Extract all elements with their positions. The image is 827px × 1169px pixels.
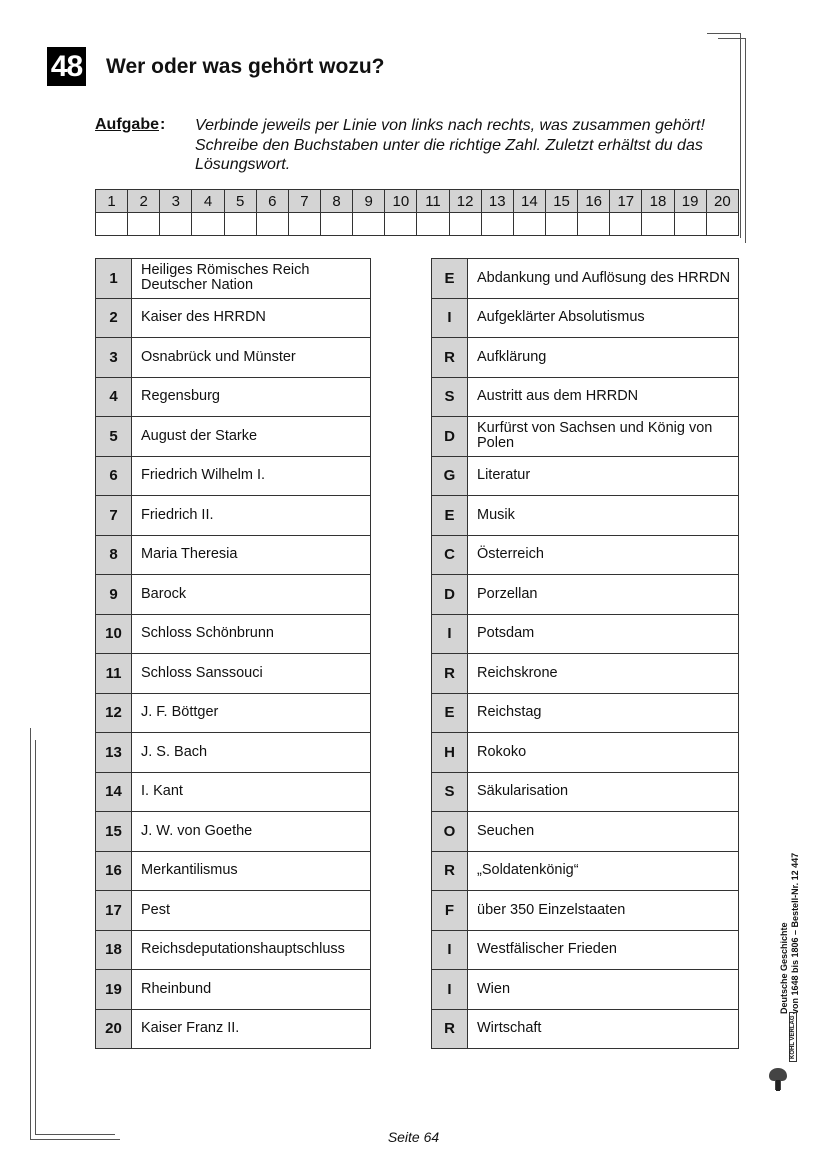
left-item-number: 11 — [96, 654, 132, 694]
right-item-letter: I — [432, 970, 468, 1010]
right-list-row — [432, 812, 739, 852]
right-item-letter: E — [432, 496, 468, 536]
task-line-3: Lösungswort. — [195, 156, 291, 173]
left-item-text: Osnabrück und Münster — [132, 338, 371, 378]
task-line-1: Verbinde jeweils per Linie von links nach rechts, was zusammen gehört! — [195, 117, 705, 134]
right-item-letter: R — [432, 654, 468, 694]
answer-grid-number: 10 — [385, 190, 417, 213]
left-item-number: 12 — [96, 693, 132, 733]
left-item-number: 18 — [96, 930, 132, 970]
left-item-text: Reichsdeputationshauptschluss — [132, 930, 371, 970]
left-item-number: 3 — [96, 338, 132, 378]
right-list-row — [432, 1009, 739, 1049]
answer-grid-blank-cell[interactable] — [706, 213, 738, 236]
frame-left-line-1 — [30, 728, 31, 1140]
right-list-row — [432, 338, 739, 378]
left-list-row — [96, 891, 371, 931]
right-item-text: Potsdam — [468, 614, 739, 654]
right-list-row — [432, 970, 739, 1010]
right-item-letter: I — [432, 614, 468, 654]
left-item-text: Pest — [132, 891, 371, 931]
left-item-text: Maria Theresia — [132, 535, 371, 575]
right-item-text: Aufklärung — [468, 338, 739, 378]
right-item-text: Säkularisation — [468, 772, 739, 812]
left-list-row — [96, 851, 371, 891]
right-item-text: Literatur — [468, 456, 739, 496]
right-item-letter: S — [432, 377, 468, 417]
left-item-text: I. Kant — [132, 772, 371, 812]
answer-grid-blank-cell[interactable] — [128, 213, 160, 236]
left-item-text: Schloss Sanssouci — [132, 654, 371, 694]
left-list-row — [96, 654, 371, 694]
answer-grid-number: 19 — [674, 190, 706, 213]
left-item-text: Regensburg — [132, 377, 371, 417]
right-item-text: Musik — [468, 496, 739, 536]
page-title: Wer oder was gehört wozu? — [106, 55, 385, 78]
answer-grid-number: 15 — [545, 190, 577, 213]
answer-grid-blank-cell[interactable] — [642, 213, 674, 236]
answer-grid-blank-cell[interactable] — [449, 213, 481, 236]
answer-grid-number: 4 — [192, 190, 224, 213]
side-info-line-1: Deutsche Geschichte — [779, 922, 789, 1014]
left-item-number: 2 — [96, 298, 132, 338]
right-list-row — [432, 456, 739, 496]
left-item-number: 20 — [96, 1009, 132, 1049]
answer-grid-blank-cell[interactable] — [353, 213, 385, 236]
right-list-row — [432, 535, 739, 575]
right-list-row — [432, 930, 739, 970]
answer-grid-blank-cell[interactable] — [513, 213, 545, 236]
left-item-number: 4 — [96, 377, 132, 417]
left-list-row — [96, 535, 371, 575]
right-list-row — [432, 772, 739, 812]
answer-grid-blank-cell[interactable] — [224, 213, 256, 236]
right-item-letter: R — [432, 338, 468, 378]
right-list-row — [432, 693, 739, 733]
left-list-row — [96, 298, 371, 338]
left-item-number: 17 — [96, 891, 132, 931]
answer-grid-blank-cell[interactable] — [481, 213, 513, 236]
right-item-text: Kurfürst von Sachsen und König von Polen — [468, 417, 739, 457]
left-item-number: 10 — [96, 614, 132, 654]
right-item-text: Wirtschaft — [468, 1009, 739, 1049]
right-item-text: Porzellan — [468, 575, 739, 615]
answer-grid-number: 8 — [320, 190, 352, 213]
left-list-row — [96, 377, 371, 417]
right-item-letter: I — [432, 298, 468, 338]
left-list-row — [96, 259, 371, 299]
right-item-text: Aufgeklärter Absolutismus — [468, 298, 739, 338]
left-list-row — [96, 733, 371, 773]
side-info-line-2: von 1648 bis 1806 – Bestell-Nr. 12 447 — [790, 852, 800, 1014]
tree-logo-icon — [766, 1066, 790, 1092]
answer-grid-number: 1 — [96, 190, 128, 213]
left-item-text: J. W. von Goethe — [132, 812, 371, 852]
right-item-letter: D — [432, 417, 468, 457]
right-list-row — [432, 496, 739, 536]
left-list-row — [96, 338, 371, 378]
answer-grid-blank-cell[interactable] — [320, 213, 352, 236]
answer-grid-number: 6 — [256, 190, 288, 213]
left-item-text: August der Starke — [132, 417, 371, 457]
right-item-letter: H — [432, 733, 468, 773]
answer-grid-number: 16 — [578, 190, 610, 213]
answer-grid-blank-cell[interactable] — [96, 213, 128, 236]
answer-grid-number: 20 — [706, 190, 738, 213]
answer-grid — [95, 189, 739, 236]
answer-grid-number: 3 — [160, 190, 192, 213]
answer-grid-blank-cell[interactable] — [610, 213, 642, 236]
frame-right-line-2 — [745, 38, 746, 243]
left-list-row — [96, 930, 371, 970]
right-list-row — [432, 733, 739, 773]
right-item-letter: S — [432, 772, 468, 812]
task-line-2: Schreibe den Buchstaben unter die richtige Zahl. Zuletzt erhältst du das — [195, 136, 703, 154]
left-item-number: 7 — [96, 496, 132, 536]
left-item-text: Barock — [132, 575, 371, 615]
left-list-row — [96, 812, 371, 852]
left-list-row — [96, 970, 371, 1010]
right-item-letter: R — [432, 1009, 468, 1049]
right-list-row — [432, 654, 739, 694]
answer-grid-number: 13 — [481, 190, 513, 213]
right-list-row — [432, 417, 739, 457]
right-item-letter: D — [432, 575, 468, 615]
left-item-text: Friedrich II. — [132, 496, 371, 536]
answer-grid-blank-cell[interactable] — [578, 213, 610, 236]
left-item-text: J. S. Bach — [132, 733, 371, 773]
side-publication-info — [779, 853, 801, 1014]
right-list-row — [432, 891, 739, 931]
answer-grid-number: 7 — [288, 190, 320, 213]
answer-grid-number: 11 — [417, 190, 449, 213]
left-item-number: 15 — [96, 812, 132, 852]
left-item-number: 19 — [96, 970, 132, 1010]
frame-left-line-2 — [35, 740, 36, 1135]
right-item-letter: C — [432, 535, 468, 575]
answer-grid-blank-cell[interactable] — [385, 213, 417, 236]
left-item-text: Merkantilismus — [132, 851, 371, 891]
right-item-text: Westfälischer Frieden — [468, 930, 739, 970]
right-item-letter: I — [432, 930, 468, 970]
left-list-row — [96, 456, 371, 496]
left-list-row — [96, 496, 371, 536]
left-item-text: Schloss Schönbrunn — [132, 614, 371, 654]
answer-grid-blanks — [96, 213, 739, 236]
left-item-number: 1 — [96, 259, 132, 299]
frame-right-line-1 — [740, 33, 741, 238]
left-item-number: 13 — [96, 733, 132, 773]
right-item-letter: E — [432, 259, 468, 299]
left-item-text: Friedrich Wilhelm I. — [132, 456, 371, 496]
publisher-logo-text: KOHL VERLAG — [789, 1012, 797, 1062]
right-item-text: „Soldatenkönig“ — [468, 851, 739, 891]
right-item-text: Rokoko — [468, 733, 739, 773]
right-item-text: Reichstag — [468, 693, 739, 733]
right-list-row — [432, 377, 739, 417]
answer-grid-blank-cell[interactable] — [160, 213, 192, 236]
right-list-row — [432, 575, 739, 615]
answer-grid-number: 9 — [353, 190, 385, 213]
left-item-text: Kaiser Franz II. — [132, 1009, 371, 1049]
right-item-text: über 350 Einzelstaaten — [468, 891, 739, 931]
task-instructions — [195, 116, 740, 175]
right-item-text: Reichskrone — [468, 654, 739, 694]
frame-top-line-2 — [718, 38, 746, 39]
answer-grid-number: 2 — [128, 190, 160, 213]
right-item-letter: O — [432, 812, 468, 852]
right-item-text: Abdankung und Auflösung des HRRDN — [468, 259, 739, 299]
left-item-number: 6 — [96, 456, 132, 496]
right-item-text: Austritt aus dem HRRDN — [468, 377, 739, 417]
answer-grid-numbers — [96, 190, 739, 213]
answer-grid-number: 17 — [610, 190, 642, 213]
right-item-letter: R — [432, 851, 468, 891]
right-list-row — [432, 851, 739, 891]
left-list-row — [96, 693, 371, 733]
right-list-row — [432, 259, 739, 299]
left-list-row — [96, 772, 371, 812]
answer-grid-blank-cell[interactable] — [545, 213, 577, 236]
page-number: Seite 64 — [387, 1129, 440, 1145]
right-item-letter: G — [432, 456, 468, 496]
left-item-number: 8 — [96, 535, 132, 575]
right-item-letter: E — [432, 693, 468, 733]
answer-grid-number: 5 — [224, 190, 256, 213]
left-item-number: 9 — [96, 575, 132, 615]
answer-grid-blank-cell[interactable] — [256, 213, 288, 236]
worksheet-number: 48 — [47, 47, 86, 86]
answer-grid-number: 12 — [449, 190, 481, 213]
right-item-letter: F — [432, 891, 468, 931]
left-item-number: 5 — [96, 417, 132, 457]
task-label: Aufgabe — [95, 116, 159, 133]
left-list-row — [96, 614, 371, 654]
left-item-text: J. F. Böttger — [132, 693, 371, 733]
answer-grid-blank-cell[interactable] — [192, 213, 224, 236]
left-column-list — [95, 258, 371, 1049]
answer-grid-blank-cell[interactable] — [417, 213, 449, 236]
left-item-text: Kaiser des HRRDN — [132, 298, 371, 338]
left-item-text: Heiliges Römisches Reich Deutscher Nation — [132, 259, 371, 299]
left-item-number: 14 — [96, 772, 132, 812]
answer-grid-number: 14 — [513, 190, 545, 213]
task-colon: : — [160, 116, 166, 133]
right-item-text: Österreich — [468, 535, 739, 575]
left-item-text: Rheinbund — [132, 970, 371, 1010]
left-list-row — [96, 1009, 371, 1049]
right-item-text: Seuchen — [468, 812, 739, 852]
left-list-row — [96, 575, 371, 615]
left-list-row — [96, 417, 371, 457]
left-item-number: 16 — [96, 851, 132, 891]
answer-grid-blank-cell[interactable] — [288, 213, 320, 236]
right-item-text: Wien — [468, 970, 739, 1010]
answer-grid-number: 18 — [642, 190, 674, 213]
right-column-list — [431, 258, 739, 1049]
right-list-row — [432, 298, 739, 338]
right-list-row — [432, 614, 739, 654]
frame-top-line-1 — [707, 33, 741, 34]
answer-grid-blank-cell[interactable] — [674, 213, 706, 236]
